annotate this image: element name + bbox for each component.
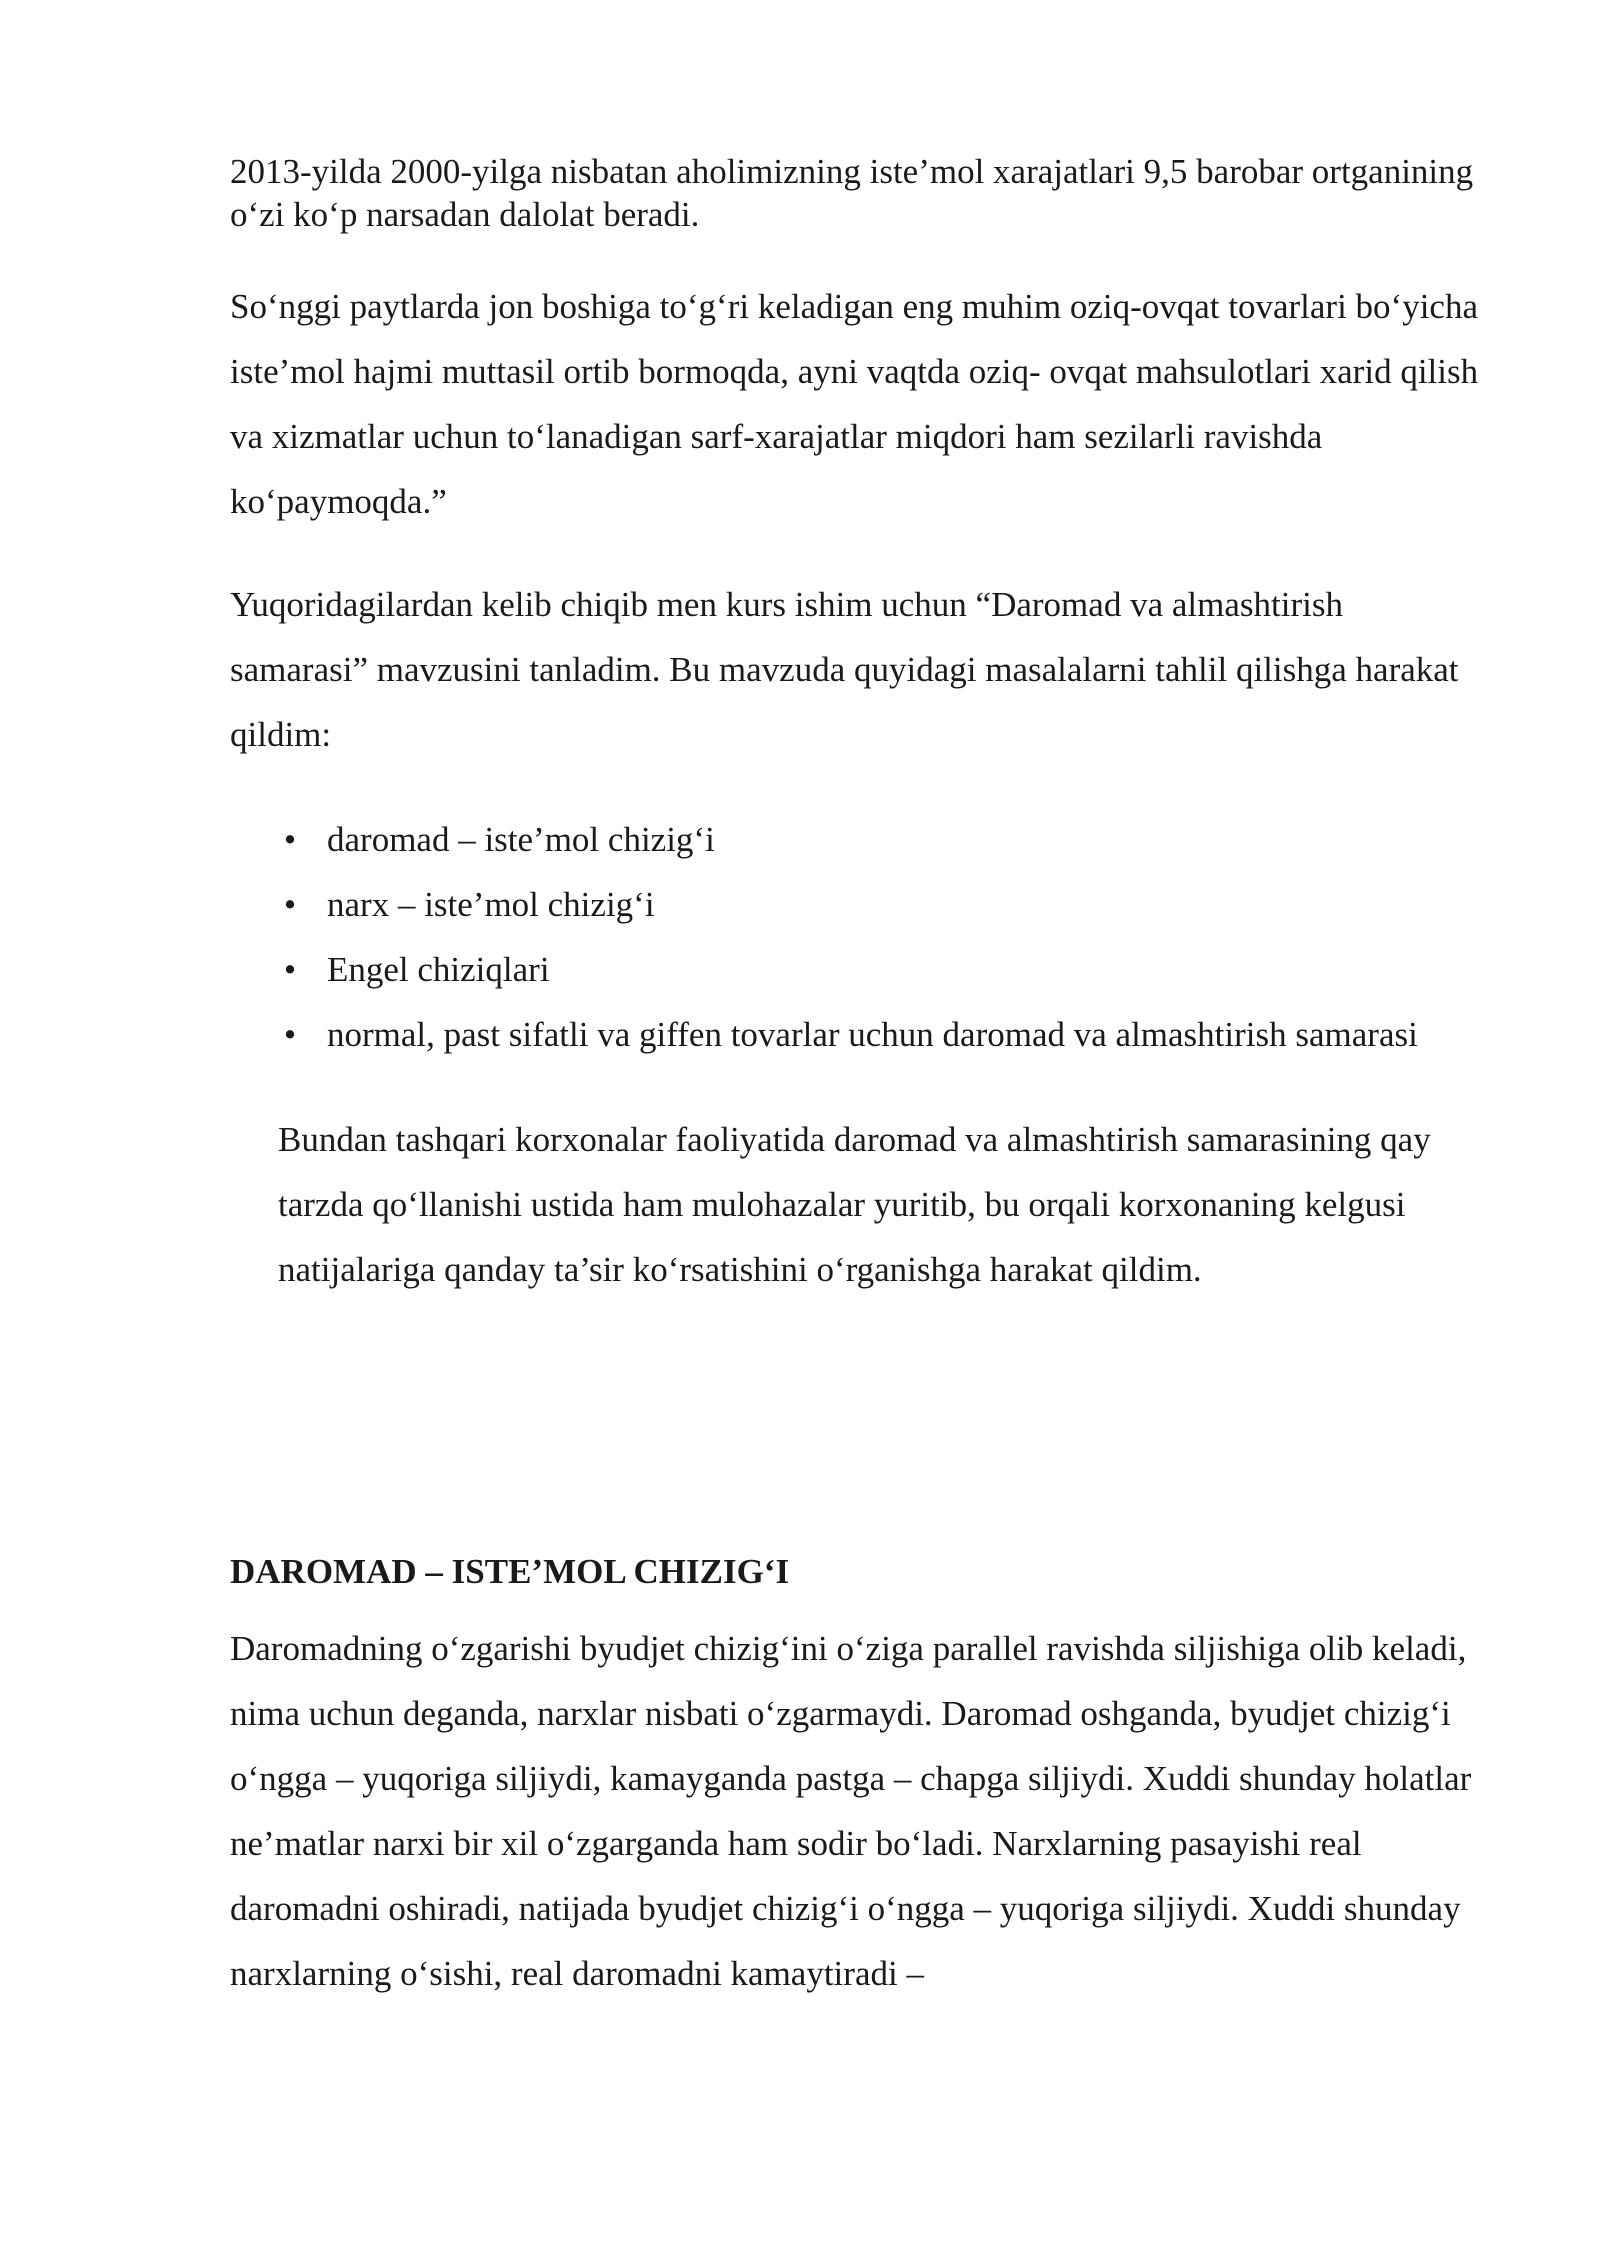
bullet-icon: • [283,950,297,989]
list-item [230,937,1480,1002]
consumption-stats-paragraph: So‘nggi paytlarda jon boshiga to‘g‘ri keladigan eng muhim oziq-ovqat tovarlari bo‘yicha iste’mol hajmi muttasil ortib bormoqda, ayni vaqtda oziq- ovqat mahsulotlari xarid qilish va xizmatlar uchun to‘lanadigan sarf-xarajatlar miqdori ham sezilarli ravishda ko‘paymoqda.” [230,287,1479,521]
document-page [230,150,1480,2006]
topics-list [230,807,1480,1067]
list-item-text: narx – iste’mol chizig‘i [327,885,655,924]
list-item-text: normal, past sifatli va giffen tovarlar uchun daromad va almashtirish samarasi [327,1015,1418,1054]
bullet-icon: • [283,885,297,924]
list-item-text: Engel chiziqlari [327,950,550,989]
section-body-paragraph: Daromadning o‘zgarishi byudjet chizig‘ini o‘ziga parallel ravishda siljishiga olib keladi, nima uchun deganda, narxlar nisbati o‘zgarmaydi. Daromad oshganda, byudjet chizig‘i o‘ngga – yuqoriga siljiydi, kamayganda pastga – chapga siljiydi. Xuddi shunday holatlar ne’matlar narxi bir xil o‘zgarganda ham sodir bo‘ladi. Narxlarning pasayishi real daromadni oshiradi, natijada byudjet chizig‘i o‘ngga – yuqoriga siljiydi. Xuddi shunday narxlarning o‘sishi, real daromadni kamaytiradi – [230,1629,1472,1993]
enterprise-paragraph: Bundan tashqari korxonalar faoliyatida daromad va almashtirish samarasining qay tarzda qo‘llanishi ustida ham mulohazalar yuritib, bu orqali korxonaning kelgusi natijalariga qanday ta’sir ko‘rsatishini o‘rganishga harakat qildim. [278,1120,1431,1289]
bullet-icon: • [283,820,297,859]
section-heading: DAROMAD – ISTE’MOL CHIZIG‘I [230,1552,790,1591]
list-item-text: daromad – iste’mol chizig‘i [327,820,715,859]
topic-paragraph: Yuqoridagilardan kelib chiqib men kurs ishim uchun “Daromad va almashtirish samarasi” mavzusini tanladim. Bu mavzuda quyidagi masalalarni tahlil qilishga harakat qildim: [230,585,1459,754]
list-item [230,872,1480,937]
list-item [230,1002,1480,1067]
bullet-icon: • [283,1015,297,1054]
list-item [230,807,1480,872]
intro-paragraph: 2013-yilda 2000-yilga nisbatan aholimizning iste’mol xarajatlari 9,5 barobar ortganining o‘zi ko‘p narsadan dalolat beradi. [230,152,1474,234]
